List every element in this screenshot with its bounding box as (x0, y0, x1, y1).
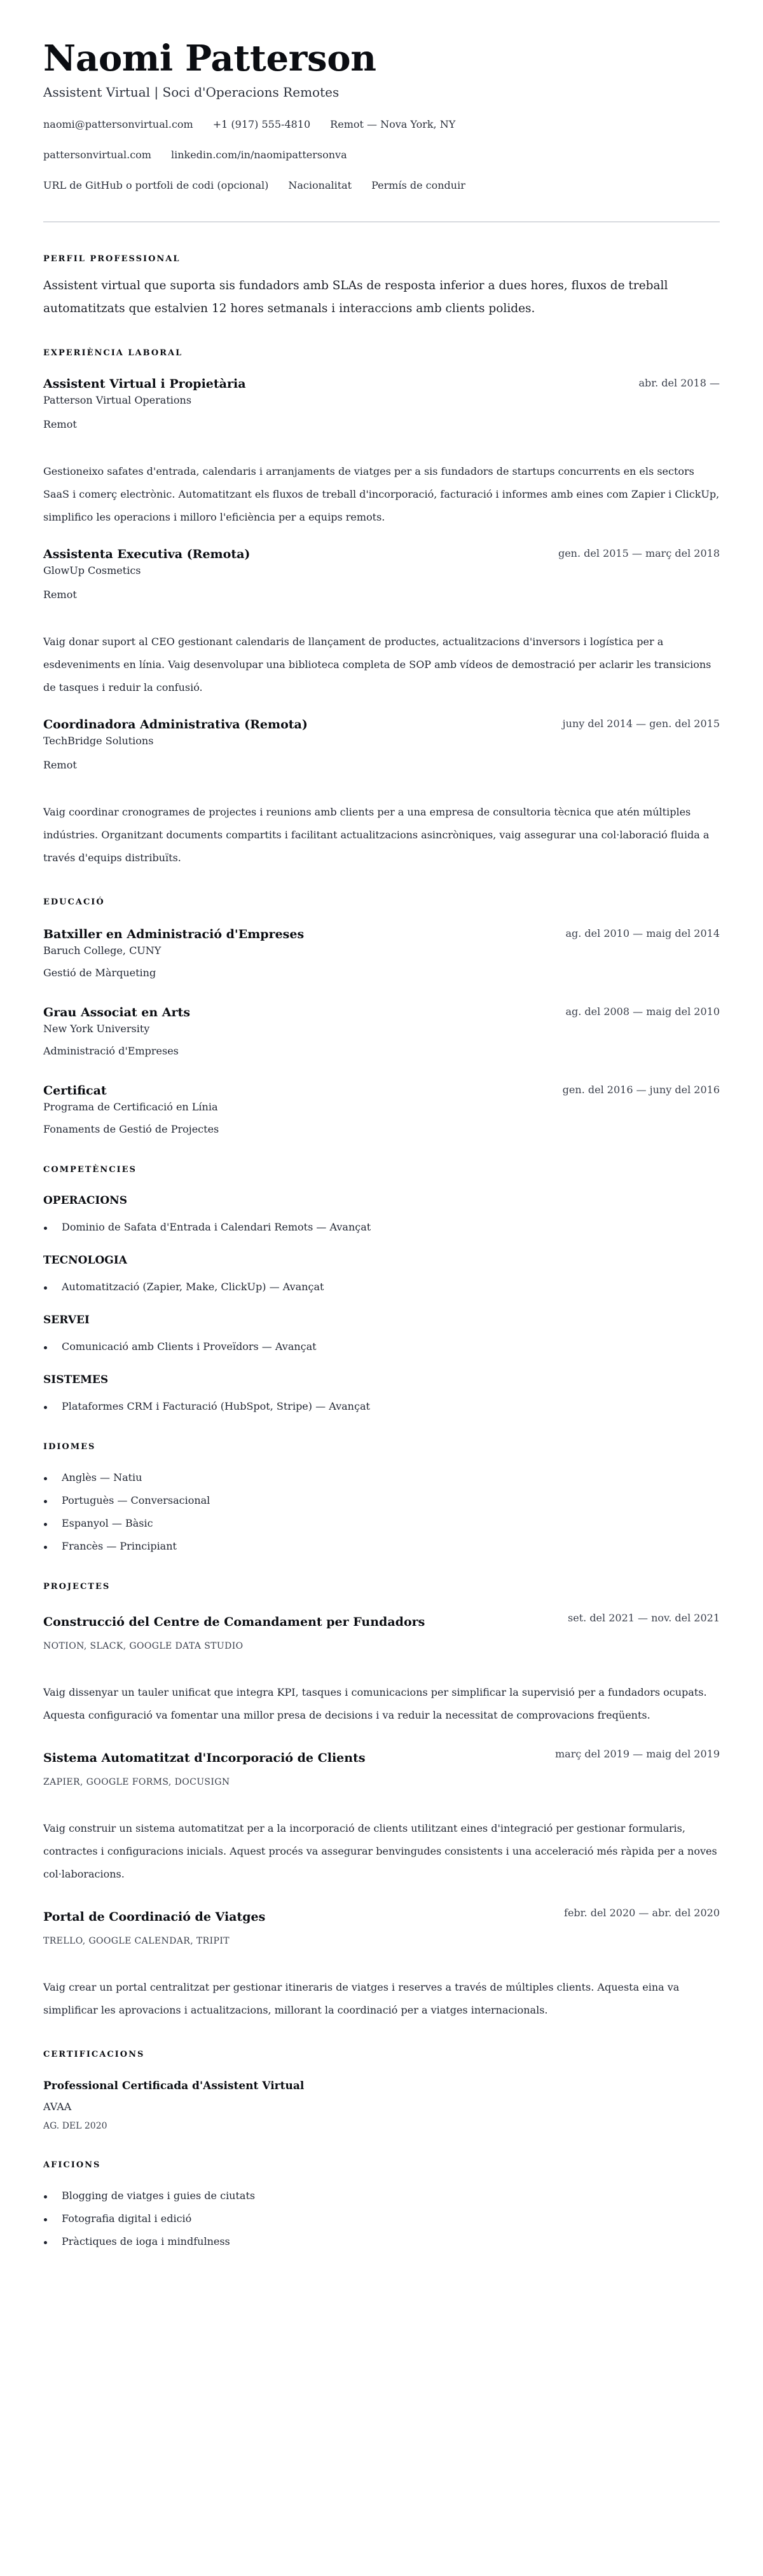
skill-category: OPERACIONS (43, 1194, 127, 1207)
certification-title: Professional Certificada d'Assistent Virtual (43, 2080, 305, 2092)
project-tech-stack: NOTION, SLACK, GOOGLE DATA STUDIO (43, 1641, 244, 1651)
education-entry (43, 925, 720, 981)
language-item: Anglès — Natiu (43, 1470, 720, 1485)
projects-section (43, 1581, 720, 2022)
skill-item: Automatització (Zapier, Make, ClickUp) — Avançat (43, 1279, 720, 1295)
skills-section (43, 1164, 720, 1414)
resume-header (43, 36, 720, 193)
skill-category: TECNOLOGIA (43, 1254, 127, 1267)
job-description: Gestioneixo safates d'entrada, calendaris i arranjaments de viatges per a sis fundadors de startups concurrents en els sectors SaaS i comerç electrònic. Automatitzant els fluxos de treball d'incorporació, facturació i informes amb eines com Zapier i ClickUp, simplifico les operacions i milloro l'eficiència per a equips remots. (43, 465, 720, 523)
hobby-item: Pràctiques de ioga i mindfulness (43, 2234, 720, 2249)
job-title: Coordinadora Administrativa (Remota) (43, 718, 308, 732)
skill-item: Dominio de Safata d'Entrada i Calendari Remots — Avançat (43, 1220, 720, 1235)
contact-row-extra (43, 178, 720, 193)
email-link[interactable]: naomi@pattersonvirtual.com (43, 118, 193, 130)
certifications-section (43, 2048, 720, 2132)
education-dates: ag. del 2010 — maig del 2014 (565, 927, 720, 939)
experience-section (43, 347, 720, 869)
school-name: New York University (43, 1023, 150, 1035)
project-title: Sistema Automatitzat d'Incorporació de Clients (43, 1751, 366, 1765)
skill-list (43, 1399, 720, 1414)
candidate-name: Naomi Patterson (43, 37, 376, 79)
languages-section (43, 1441, 720, 1554)
project-entry (43, 1905, 720, 2022)
project-description: Vaig crear un portal centralitzat per gestionar itineraris de viatges i reserves a través de múltiples clients. Aquesta eina va simplificar les aprovacions i actualitzacions, millorant la coordinació per a viatges internacionals. (43, 1981, 680, 2016)
section-title-skills: COMPETÈNCIES (43, 1165, 137, 1175)
experience-entry (43, 375, 720, 529)
degree-title: Certificat (43, 1084, 107, 1098)
skill-group (43, 1253, 720, 1295)
project-title: Portal de Coordinació de Viatges (43, 1910, 266, 1924)
language-item: Francès — Principiant (43, 1539, 720, 1554)
section-title-experience: EXPERIÈNCIA LABORAL (43, 348, 183, 358)
job-dates: gen. del 2015 — març del 2018 (558, 547, 720, 559)
skill-list (43, 1220, 720, 1235)
school-name: Baruch College, CUNY (43, 944, 162, 957)
location: Remot — Nova York, NY (330, 118, 456, 130)
section-title-projects: PROJECTES (43, 1582, 111, 1591)
skill-list (43, 1339, 720, 1354)
skill-group (43, 1372, 720, 1414)
hobby-item: Blogging de viatges i guies de ciutats (43, 2188, 720, 2204)
certification-entry (43, 2078, 720, 2132)
website-link[interactable]: pattersonvirtual.com (43, 149, 151, 161)
certification-issuer: AVAA (43, 2101, 72, 2113)
candidate-headline: Assistent Virtual | Soci d'Operacions Remotes (43, 85, 340, 100)
job-title: Assistent Virtual i Propietària (43, 377, 246, 391)
hobby-list (43, 2188, 720, 2249)
education-dates: gen. del 2016 — juny del 2016 (562, 1084, 720, 1096)
education-entry (43, 1004, 720, 1059)
hobbies-section (43, 2159, 720, 2249)
project-tech-stack: TRELLO, GOOGLE CALENDAR, TRIPIT (43, 1936, 230, 1946)
experience-entry (43, 716, 720, 869)
education-entry (43, 1082, 720, 1137)
project-entry (43, 1610, 720, 1727)
language-item: Portuguès — Conversacional (43, 1493, 720, 1508)
section-title-certifications: CERTIFICACIONS (43, 2050, 145, 2059)
field-of-study: Gestió de Màrqueting (43, 967, 156, 979)
language-list (43, 1470, 720, 1554)
project-title: Construcció del Centre de Comandament per Fundadors (43, 1615, 425, 1629)
skill-category: SISTEMES (43, 1373, 109, 1386)
language-item: Espanyol — Bàsic (43, 1516, 720, 1531)
job-title: Assistenta Executiva (Remota) (43, 547, 251, 561)
school-name: Programa de Certificació en Línia (43, 1101, 218, 1113)
section-title-hobbies: AFICIONS (43, 2160, 101, 2170)
project-dates: febr. del 2020 — abr. del 2020 (564, 1907, 720, 1919)
project-tech-stack: ZAPIER, GOOGLE FORMS, DOCUSIGN (43, 1777, 230, 1787)
hobby-item: Fotografia digital i edició (43, 2211, 720, 2226)
summary-section (43, 253, 720, 320)
job-dates: juny del 2014 — gen. del 2015 (562, 718, 720, 730)
company-name: GlowUp Cosmetics (43, 564, 141, 576)
skill-item: Comunicació amb Clients i Proveïdors — Avançat (43, 1339, 720, 1354)
degree-title: Grau Associat en Arts (43, 1005, 191, 1019)
job-location: Remot (43, 589, 77, 601)
company-name: TechBridge Solutions (43, 735, 154, 747)
skill-list (43, 1279, 720, 1295)
field-of-study: Fonaments de Gestió de Projectes (43, 1123, 219, 1135)
skill-item: Plataformes CRM i Facturació (HubSpot, Stripe) — Avançat (43, 1399, 720, 1414)
section-title-education: EDUCACIÓ (43, 897, 105, 907)
job-description: Vaig donar suport al CEO gestionant calendaris de llançament de productes, actualitzacions d'inversors i logística per a esdeveniments en línia. Vaig desenvolupar una biblioteca completa de SOP amb vídeos de demostració per aclarir les transicions de tasques i reduir la confusió. (43, 636, 711, 693)
job-location: Remot (43, 418, 77, 430)
job-description: Vaig coordinar cronogrames de projectes i reunions amb clients per a una empresa de consultoria tècnica que atén múltiples indústries. Organitzant documents compartits i facilitant actualitzacions asincròniques, vaig assegurar una col·laboració fluida a través d'equips distribuïts. (43, 806, 710, 864)
project-dates: març del 2019 — maig del 2019 (555, 1748, 720, 1760)
skill-group (43, 1193, 720, 1235)
project-entry (43, 1746, 720, 1886)
skill-group (43, 1312, 720, 1354)
project-description: Vaig construir un sistema automatitzat per a la incorporació de clients utilitzant eines d'integració per gestionar formularis, contractes i configuracions inicials. Aquest procés va assegurar benvingudes consistents i una acceleració més ràpida per a noves col·laboracions. (43, 1822, 717, 1880)
section-title-languages: IDIOMES (43, 1442, 96, 1452)
experience-entry (43, 545, 720, 699)
job-dates: abr. del 2018 — (638, 377, 720, 389)
education-dates: ag. del 2008 — maig del 2010 (565, 1005, 720, 1018)
github-placeholder: URL de GitHub o portfoli de codi (opcional) (43, 179, 269, 191)
nationality-placeholder: Nacionalitat (288, 179, 352, 191)
linkedin-link[interactable]: linkedin.com/in/naomipattersonva (170, 149, 347, 161)
phone-number[interactable]: +1 (917) 555-4810 (212, 118, 311, 130)
section-title-summary: PERFIL PROFESSIONAL (43, 254, 181, 264)
certification-date: AG. DEL 2020 (43, 2121, 107, 2131)
field-of-study: Administració d'Empreses (43, 1045, 179, 1057)
contact-row-links (43, 147, 720, 163)
education-section (43, 896, 720, 1137)
project-description: Vaig dissenyar un tauler unificat que integra KPI, tasques i comunicacions per simplificar la supervisió per a fundadors ocupats. Aquesta configuració va fomentar una millor presa de decisions i va reduir la necessitat de comprovacions freqüents. (43, 1686, 707, 1721)
contact-row-primary (43, 117, 720, 132)
company-name: Patterson Virtual Operations (43, 394, 192, 406)
job-location: Remot (43, 759, 77, 771)
header-divider (43, 221, 720, 222)
project-dates: set. del 2021 — nov. del 2021 (568, 1612, 720, 1624)
summary-text: Assistent virtual que suporta sis fundadors amb SLAs de resposta inferior a dues hores, fluxos de treball automatitzats que estalvien 12 hores setmanals i interaccions amb clients polides. (43, 279, 668, 315)
skill-category: SERVEI (43, 1314, 90, 1326)
degree-title: Batxiller en Administració d'Empreses (43, 927, 305, 941)
driving-license-placeholder: Permís de conduir (371, 179, 465, 191)
